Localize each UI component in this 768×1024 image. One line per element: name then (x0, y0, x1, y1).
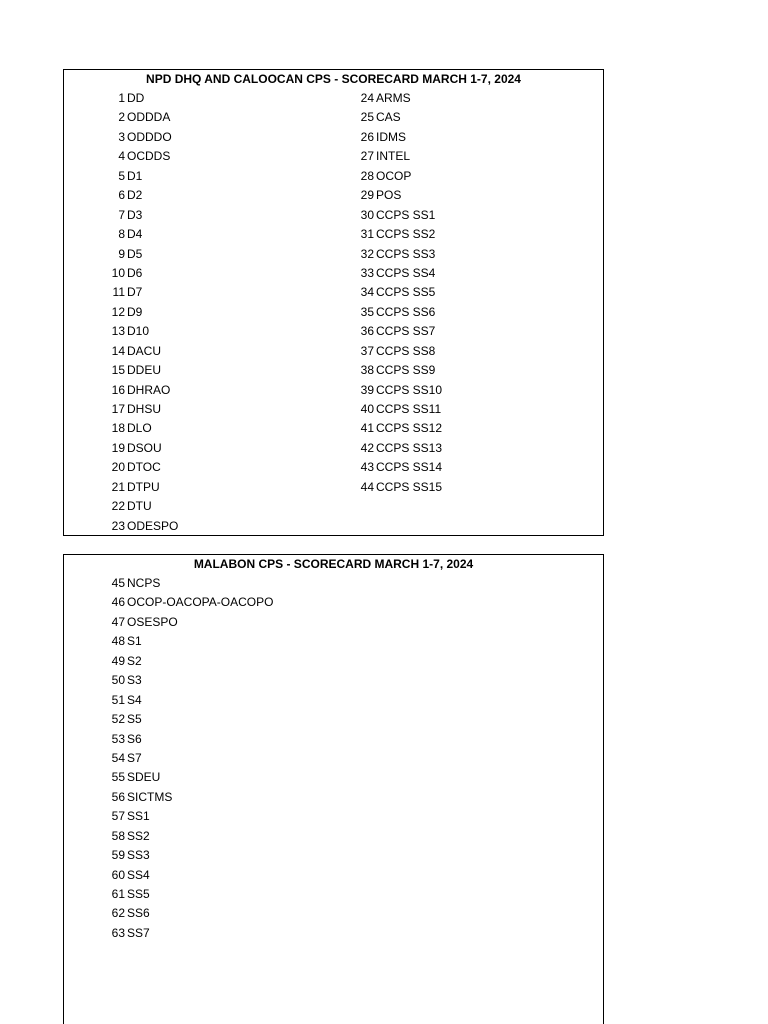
item-label: S7 (127, 750, 142, 765)
item-number: 10 (111, 265, 125, 280)
list-item (107, 710, 273, 729)
item-label: DHRAO (127, 382, 171, 397)
list-item (107, 245, 178, 264)
item-label: D1 (127, 168, 143, 183)
list-item (107, 458, 178, 477)
item-label: SICTMS (127, 789, 173, 804)
item-number: 9 (118, 246, 125, 261)
item-number: 25 (360, 110, 374, 125)
list-item (107, 89, 178, 108)
item-number: 49 (111, 653, 125, 668)
item-label: INTEL (376, 149, 411, 164)
item-label: DD (127, 91, 145, 105)
item-number: 42 (360, 440, 374, 455)
item-number: 62 (111, 906, 125, 921)
list-item (358, 206, 442, 225)
item-label: CCPS SS12 (376, 421, 443, 436)
item-label: CCPS SS2 (376, 227, 436, 242)
item-label: S5 (127, 712, 142, 727)
item-label: POS (376, 188, 402, 203)
list-item (107, 419, 178, 438)
list-item (107, 807, 273, 826)
item-label: OCDDS (127, 149, 171, 164)
item-label: SDEU (127, 770, 161, 785)
list-item (107, 788, 273, 807)
item-label: DTOC (127, 460, 161, 475)
item-label: DACU (127, 343, 162, 358)
item-label: DTU (127, 499, 152, 514)
item-label: D3 (127, 207, 143, 222)
item-number: 14 (111, 343, 125, 358)
unit-list-column-2 (358, 89, 442, 497)
item-number: 2 (118, 110, 125, 125)
item-label: SS7 (127, 925, 150, 940)
item-label: ARMS (376, 91, 411, 105)
item-number: 7 (118, 207, 125, 222)
item-number: 56 (111, 789, 125, 804)
item-number: 57 (111, 809, 125, 824)
list-item (107, 846, 273, 865)
item-label: IDMS (376, 129, 406, 144)
item-number: 33 (360, 265, 374, 280)
list-item (358, 303, 442, 322)
list-item (107, 632, 273, 651)
item-label: S4 (127, 692, 142, 707)
list-item (358, 89, 442, 108)
list-item (107, 303, 178, 322)
list-item (107, 361, 178, 380)
list-item (358, 186, 442, 205)
list-item (107, 768, 273, 787)
item-number: 39 (360, 382, 374, 397)
item-number: 17 (111, 402, 125, 416)
item-number: 36 (360, 324, 374, 339)
item-number: 15 (111, 363, 125, 378)
item-number: 11 (112, 285, 125, 300)
item-number: 60 (111, 867, 125, 882)
list-item (107, 439, 178, 458)
item-number: 34 (360, 285, 374, 300)
item-number: 12 (111, 304, 125, 319)
list-item (107, 206, 178, 225)
item-number: 19 (111, 440, 125, 455)
item-label: S2 (127, 653, 142, 668)
item-number: 32 (360, 246, 374, 261)
list-item (358, 108, 442, 127)
list-item (107, 749, 273, 768)
item-number: 8 (118, 227, 125, 242)
item-label: SS1 (127, 809, 150, 824)
item-label: D2 (127, 188, 143, 203)
list-item (107, 885, 273, 904)
unit-list-column-1 (107, 574, 273, 943)
scorecard-section-malabon (63, 554, 604, 1024)
item-number: 28 (360, 168, 374, 183)
item-label: CCPS SS7 (376, 324, 436, 339)
list-item (107, 652, 273, 671)
list-item (107, 517, 178, 536)
item-number: 21 (111, 479, 125, 494)
list-item (107, 147, 178, 166)
item-number: 18 (111, 421, 125, 436)
item-label: DDEU (127, 363, 162, 378)
item-label: DSOU (127, 440, 162, 455)
list-item (107, 924, 273, 943)
item-label: D4 (127, 227, 143, 242)
item-number: 22 (111, 499, 125, 514)
unit-list-column-1 (107, 89, 178, 536)
item-label: CCPS SS1 (376, 207, 436, 222)
item-label: DHSU (127, 402, 162, 416)
list-item (358, 128, 442, 147)
list-item (358, 283, 442, 302)
item-label: SS3 (127, 848, 150, 863)
item-number: 61 (111, 887, 125, 901)
item-number: 43 (360, 460, 374, 475)
item-label: S1 (127, 634, 142, 649)
item-number: 40 (360, 402, 374, 416)
item-number: 4 (118, 149, 125, 164)
item-number: 1 (118, 91, 125, 105)
item-label: CCPS SS10 (376, 382, 443, 397)
item-label: CCPS SS9 (376, 363, 436, 378)
item-number: 44 (360, 479, 374, 494)
item-number: 20 (111, 460, 125, 475)
item-number: 50 (111, 673, 125, 688)
item-number: 5 (118, 168, 125, 183)
item-label: OCOP-OACOPA-OACOPO (127, 595, 274, 610)
item-label: ODDDA (127, 110, 171, 125)
item-label: CCPS SS8 (376, 343, 436, 358)
item-number: 26 (360, 129, 374, 144)
item-number: 35 (360, 304, 374, 319)
item-number: 54 (111, 750, 125, 765)
item-number: 41 (360, 421, 374, 436)
item-number: 30 (360, 207, 374, 222)
item-label: OCOP (376, 168, 412, 183)
list-item (358, 400, 442, 419)
item-number: 16 (111, 382, 125, 397)
item-label: SS6 (127, 906, 150, 921)
item-label: D6 (127, 265, 143, 280)
list-item (107, 186, 178, 205)
item-label: CCPS SS3 (376, 246, 436, 261)
item-number: 37 (360, 343, 374, 358)
list-item (107, 574, 273, 593)
list-item (107, 264, 178, 283)
list-item (107, 400, 178, 419)
item-label: CAS (376, 110, 401, 125)
list-item (358, 381, 442, 400)
section-title: NPD DHQ AND CALOOCAN CPS - SCORECARD MARCH 1-7, 2024 (146, 72, 521, 86)
item-number: 46 (111, 595, 125, 610)
list-item (107, 128, 178, 147)
list-item (107, 108, 178, 127)
list-item (107, 167, 178, 186)
item-label: DLO (127, 421, 152, 436)
list-item (107, 322, 178, 341)
item-label: D9 (127, 304, 143, 319)
list-item (107, 613, 273, 632)
list-item (107, 904, 273, 923)
scorecard-section-npd-dhq-caloocan (63, 69, 604, 536)
list-item (107, 671, 273, 690)
list-item (107, 342, 178, 361)
list-item (358, 225, 442, 244)
item-label: CCPS SS15 (376, 479, 443, 494)
item-label: SS2 (127, 828, 150, 843)
item-number: 52 (111, 712, 125, 727)
item-label: D5 (127, 246, 143, 261)
item-label: CCPS SS5 (376, 285, 436, 300)
item-number: 51 (111, 692, 125, 707)
list-item (358, 458, 442, 477)
item-number: 47 (111, 614, 125, 629)
item-number: 24 (360, 91, 374, 105)
item-number: 55 (111, 770, 125, 785)
item-label: ODESPO (127, 518, 179, 533)
item-number: 27 (360, 149, 374, 164)
list-item (358, 419, 442, 438)
item-label: S3 (127, 673, 142, 688)
item-number: 29 (360, 188, 374, 203)
item-number: 58 (111, 828, 125, 843)
item-number: 59 (111, 848, 125, 863)
item-label: D10 (127, 324, 150, 339)
item-number: 48 (111, 634, 125, 649)
list-item (358, 322, 442, 341)
item-label: S6 (127, 731, 142, 746)
list-item (107, 827, 273, 846)
item-number: 53 (111, 731, 125, 746)
list-item (107, 866, 273, 885)
list-item (358, 147, 442, 166)
item-number: 13 (111, 324, 125, 339)
item-label: CCPS SS14 (376, 460, 443, 475)
list-item (107, 225, 178, 244)
item-label: NCPS (127, 576, 161, 590)
list-item (107, 730, 273, 749)
list-item (107, 691, 273, 710)
item-label: CCPS SS6 (376, 304, 436, 319)
item-label: CCPS SS4 (376, 265, 436, 280)
section-title: MALABON CPS - SCORECARD MARCH 1-7, 2024 (193, 557, 474, 571)
item-number: 38 (360, 363, 374, 378)
item-number: 3 (118, 129, 125, 144)
list-item (358, 439, 442, 458)
item-label: CCPS SS13 (376, 440, 443, 455)
item-number: 23 (111, 518, 125, 533)
list-item (107, 478, 178, 497)
item-number: 31 (360, 227, 374, 242)
item-label: CCPS SS11 (376, 402, 442, 416)
item-label: OSESPO (127, 614, 178, 629)
list-item (358, 264, 442, 283)
item-label: SS5 (127, 887, 150, 901)
item-label: DTPU (127, 479, 160, 494)
item-number: 45 (111, 576, 125, 590)
list-item (107, 283, 178, 302)
list-item (358, 478, 442, 497)
list-item (358, 167, 442, 186)
list-item (358, 245, 442, 264)
list-item (107, 497, 178, 516)
item-number: 63 (111, 925, 125, 940)
list-item (107, 593, 273, 612)
list-item (358, 342, 442, 361)
item-label: SS4 (127, 867, 150, 882)
item-label: ODDDO (127, 129, 172, 144)
item-label: D7 (127, 285, 143, 300)
item-number: 6 (118, 188, 125, 203)
list-item (107, 381, 178, 400)
list-item (358, 361, 442, 380)
